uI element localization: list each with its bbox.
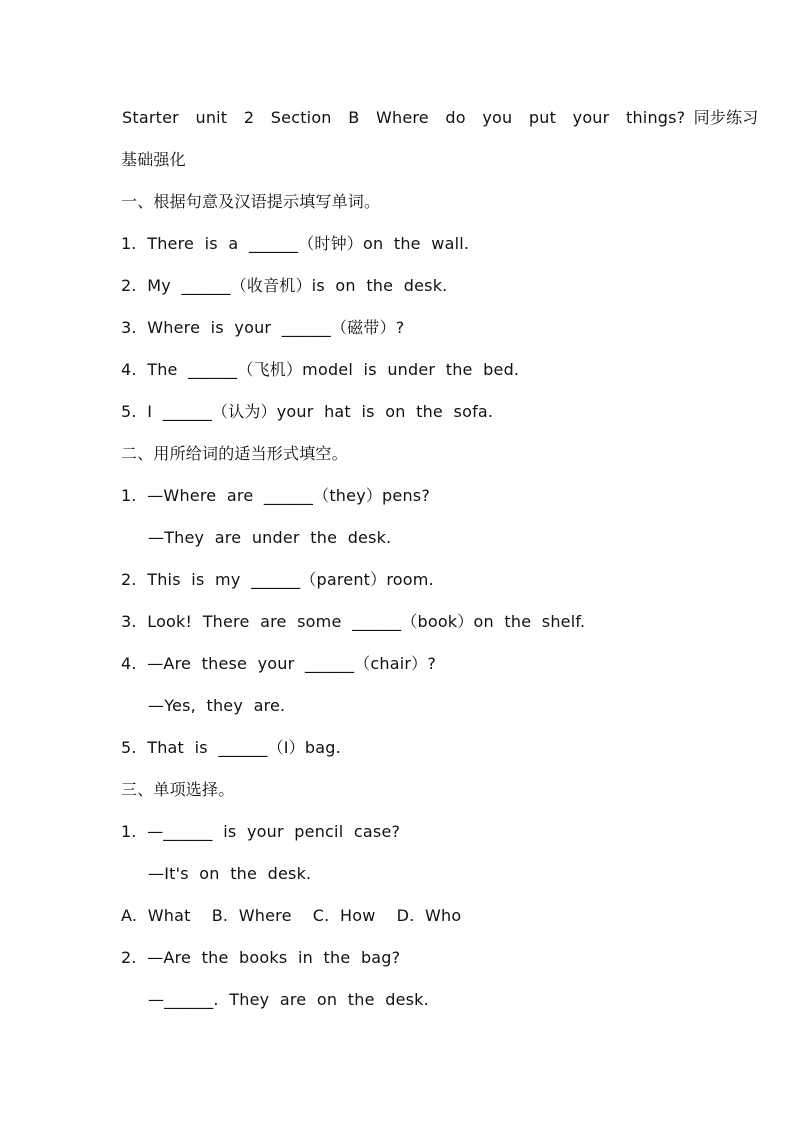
- section-2-question-5: 5. That is ______（I）bag.: [121, 738, 341, 757]
- section-3-question-2-answer: —______. They are on the desk.: [148, 990, 429, 1009]
- section-3-question-1: 1. —______ is your pencil case?: [121, 822, 401, 841]
- section-1-question-1: 1. There is a ______（时钟）on the wall.: [121, 234, 470, 253]
- section-2-question-1-answer: —They are under the desk.: [148, 528, 392, 547]
- worksheet-subtitle: 基础强化: [121, 150, 186, 169]
- section-2-question-4-answer: —Yes, they are.: [148, 696, 286, 715]
- section-2-question-2: 2. This is my ______（parent）room.: [121, 570, 434, 589]
- section-3-heading: 三、单项选择。: [121, 780, 235, 799]
- section-2-question-3: 3. Look! There are some ______（book）on the shelf.: [121, 612, 586, 631]
- section-2-question-4: 4. —Are these your ______（chair）?: [121, 654, 437, 673]
- section-2-heading: 二、用所给词的适当形式填空。: [121, 444, 348, 463]
- section-1-heading: 一、根据句意及汉语提示填写单词。: [121, 192, 381, 211]
- section-3-question-1-options: A. What B. Where C. How D. Who: [121, 906, 462, 925]
- section-2-question-1: 1. —Where are ______（they）pens?: [121, 486, 431, 505]
- section-3-question-2: 2. —Are the books in the bag?: [121, 948, 401, 967]
- section-1-question-4: 4. The ______（飞机）model is under the bed.: [121, 360, 520, 379]
- section-1-question-2: 2. My ______（收音机）is on the desk.: [121, 276, 448, 295]
- section-1-question-5: 5. I ______（认为）your hat is on the sofa.: [121, 402, 494, 421]
- section-1-question-3: 3. Where is your ______（磁带）?: [121, 318, 405, 337]
- worksheet-title: Starter unit 2 Section B Where do you put your things? 同步练习: [122, 108, 759, 127]
- section-3-question-1-answer: —It's on the desk.: [148, 864, 312, 883]
